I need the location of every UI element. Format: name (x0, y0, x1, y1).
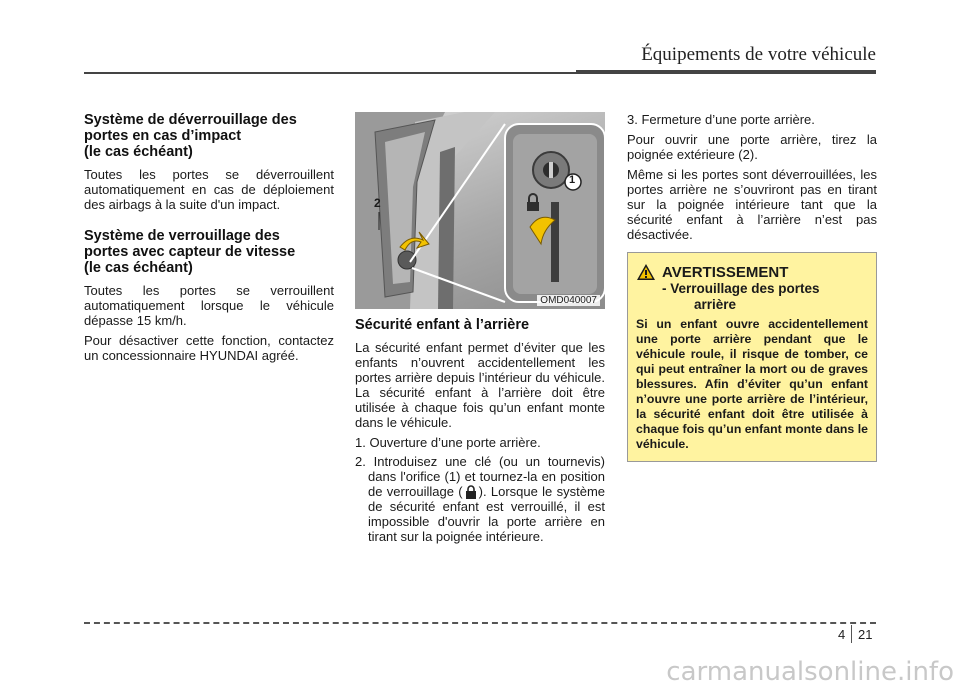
child-lock-note: Même si les portes sont déverrouillées, les portes arrière ne s’ouvriront pas en tirant sur la poignée intérieure tant que la sécurité enfant à l’arrière n’est pas désactivée. (627, 167, 877, 242)
footer-rule (84, 622, 876, 624)
column-middle (355, 112, 605, 548)
section-speed-lock-note: Pour désactiver cette fonction, contactez un concessionnaire HYUNDAI agréé. (84, 333, 334, 363)
lock-icon (465, 485, 477, 499)
outer-handle-note: Pour ouvrir une porte arrière, tirez la poignée extérieure (2). (627, 132, 877, 162)
step-3: 3. Fermeture d’une porte arrière. (627, 112, 815, 127)
step-1: 1. Ouverture d’une porte arrière. (355, 435, 541, 450)
warning-subtitle: - Verrouillage des portes (662, 281, 820, 296)
warning-body: Si un enfant ouvre accidentellement une porte arrière pendant que le véhicule roule, il risque de tomber, ce qui peut entraîner la mort ou de graves blessures. Afin d’éviter qu’un enfant n’ouvre une porte arrière de l’intérieur, la sécurité enfant doit être utilisée à chaque fois qu’un enfant monte dans le véhicule. (636, 317, 868, 451)
page-number: 21 (858, 627, 873, 642)
callout-2-label: 2 (374, 196, 381, 210)
section-child-lock-body: La sécurité enfant permet d’éviter que les enfants n’ouvrent accidentellement les portes arrière depuis l’intérieur du véhicule. La sécurité enfant à l’arrière doit être utilisée à chaque fois qu’un enfant monte dans le véhicule. (355, 340, 605, 430)
door-illustration-svg (355, 112, 605, 309)
warning-box (627, 252, 877, 462)
column-left (84, 112, 334, 368)
section-speed-lock-title: Système de verrouillage des portes avec capteur de vitesse (le cas échéant) (84, 228, 296, 276)
figure-code: OMD040007 (537, 295, 600, 306)
warning-triangle-icon (636, 263, 656, 281)
watermark: carmanualsonline.info (666, 657, 954, 687)
page-header-title: Équipements de votre véhicule (641, 44, 876, 65)
column-right (627, 112, 877, 462)
callout-1-label: 1 (569, 174, 576, 186)
section-child-lock-title: Sécurité enfant à l’arrière (355, 317, 530, 333)
chapter-number: 4 (838, 627, 846, 642)
section-impact-unlock-body: Toutes les portes se déverrouillent automatiquement en cas de déploiement des airbags à la suite d'un impact. (84, 167, 334, 212)
warning-title: AVERTISSEMENT (662, 263, 789, 281)
page-number-separator (851, 625, 852, 643)
step-2: 2. Introduisez une clé (ou un tournevis) dans l'orifice (1) et tournez-la en position de verrouillage ( ). Lorsque le système de sécurité enfant est verrouillé, il est impossible d'ouvrir la porte arrière en tirant sur la poignée intérieure. (355, 454, 605, 544)
section-impact-unlock-title: Système de déverrouillage des portes en cas d’impact (le cas échéant) (84, 112, 297, 160)
warning-subtitle-cont: arrière (694, 297, 737, 312)
child-lock-illustration (355, 112, 605, 309)
header-rule (84, 72, 876, 74)
child-lock-steps (355, 435, 605, 544)
section-speed-lock-body: Toutes les portes se verrouillent automatiquement lorsque le véhicule dépasse 15 km/h. (84, 283, 334, 328)
